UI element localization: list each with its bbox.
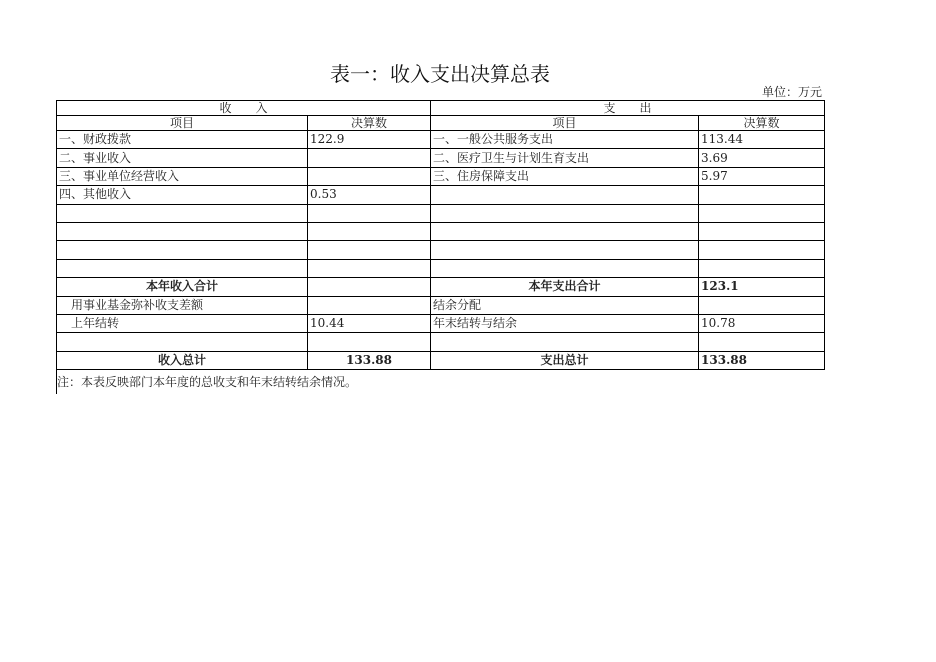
empty-cell[interactable] <box>699 204 825 222</box>
empty-cell[interactable] <box>431 222 699 240</box>
empty-cell[interactable] <box>57 259 308 277</box>
income-amount-cell[interactable] <box>308 149 431 167</box>
income-subtotal-amount[interactable] <box>308 278 431 296</box>
empty-row <box>57 241 825 259</box>
unit-label: 单位：万元 <box>761 85 822 99</box>
income-item-cell[interactable]: 用事业基金弥补收支差额 <box>57 296 308 314</box>
empty-cell[interactable] <box>699 259 825 277</box>
income-item-header[interactable]: 项目 <box>57 116 308 131</box>
subheader-row <box>57 116 825 131</box>
income-header[interactable]: 收 入 <box>57 101 431 116</box>
page-title: 表一：收入支出决算总表 <box>330 62 550 86</box>
table-row <box>57 296 825 314</box>
income-amount-header[interactable]: 决算数 <box>308 116 431 131</box>
income-amount-cell[interactable]: 122.9 <box>308 131 431 149</box>
income-amount-cell[interactable]: 0.53 <box>308 186 431 204</box>
empty-cell[interactable] <box>431 259 699 277</box>
expense-amount-cell[interactable] <box>699 186 825 204</box>
expense-total-label[interactable]: 支出总计 <box>431 351 699 369</box>
empty-cell[interactable] <box>57 333 308 351</box>
table-row <box>57 167 825 185</box>
empty-cell[interactable] <box>57 241 308 259</box>
empty-row <box>57 204 825 222</box>
total-row <box>57 351 825 369</box>
expense-amount-cell[interactable]: 10.78 <box>699 314 825 332</box>
income-total-amount[interactable]: 133.88 <box>308 351 431 369</box>
expense-item-header[interactable]: 项目 <box>431 116 699 131</box>
income-item-cell[interactable]: 三、事业单位经营收入 <box>57 167 308 185</box>
empty-cell[interactable] <box>699 241 825 259</box>
empty-cell[interactable] <box>699 333 825 351</box>
empty-cell[interactable] <box>308 204 431 222</box>
expense-item-cell[interactable]: 二、医疗卫生与计划生育支出 <box>431 149 699 167</box>
income-amount-cell[interactable]: 10.44 <box>308 314 431 332</box>
empty-cell[interactable] <box>57 204 308 222</box>
table-row <box>57 186 825 204</box>
income-total-label[interactable]: 收入总计 <box>57 351 308 369</box>
empty-row <box>57 333 825 351</box>
expense-amount-cell[interactable]: 113.44 <box>699 131 825 149</box>
expense-item-cell[interactable]: 结余分配 <box>431 296 699 314</box>
footnote: 注：本表反映部门本年度的总收支和年末结转结余情况。 <box>57 375 358 389</box>
table-row <box>57 131 825 149</box>
empty-cell[interactable] <box>308 259 431 277</box>
expense-item-cell[interactable] <box>431 186 699 204</box>
expense-amount-header[interactable]: 决算数 <box>699 116 825 131</box>
income-item-cell[interactable]: 一、财政拨款 <box>57 131 308 149</box>
expense-amount-cell[interactable]: 3.69 <box>699 149 825 167</box>
empty-cell[interactable] <box>308 241 431 259</box>
empty-cell[interactable] <box>57 222 308 240</box>
empty-cell[interactable] <box>308 333 431 351</box>
header-row <box>57 101 825 116</box>
expense-subtotal-amount[interactable]: 123.1 <box>699 278 825 296</box>
empty-cell[interactable] <box>431 333 699 351</box>
income-amount-cell[interactable] <box>308 296 431 314</box>
empty-cell[interactable] <box>431 204 699 222</box>
empty-row <box>57 222 825 240</box>
expense-subtotal-label[interactable]: 本年支出合计 <box>431 278 699 296</box>
income-subtotal-label[interactable]: 本年收入合计 <box>57 278 308 296</box>
empty-cell[interactable] <box>308 222 431 240</box>
expense-amount-cell[interactable]: 5.97 <box>699 167 825 185</box>
income-item-cell[interactable]: 二、事业收入 <box>57 149 308 167</box>
empty-row <box>57 259 825 277</box>
expense-total-amount[interactable]: 133.88 <box>699 351 825 369</box>
expense-header[interactable]: 支 出 <box>431 101 825 116</box>
table-row <box>57 314 825 332</box>
empty-cell[interactable] <box>431 241 699 259</box>
income-amount-cell[interactable] <box>308 167 431 185</box>
summary-table <box>56 100 825 370</box>
subtotal-row <box>57 278 825 296</box>
income-item-cell[interactable]: 上年结转 <box>57 314 308 332</box>
income-item-cell[interactable]: 四、其他收入 <box>57 186 308 204</box>
expense-amount-cell[interactable] <box>699 296 825 314</box>
table-row <box>57 149 825 167</box>
expense-item-cell[interactable]: 一、一般公共服务支出 <box>431 131 699 149</box>
empty-cell[interactable] <box>699 222 825 240</box>
expense-item-cell[interactable]: 年末结转与结余 <box>431 314 699 332</box>
expense-item-cell[interactable]: 三、住房保障支出 <box>431 167 699 185</box>
